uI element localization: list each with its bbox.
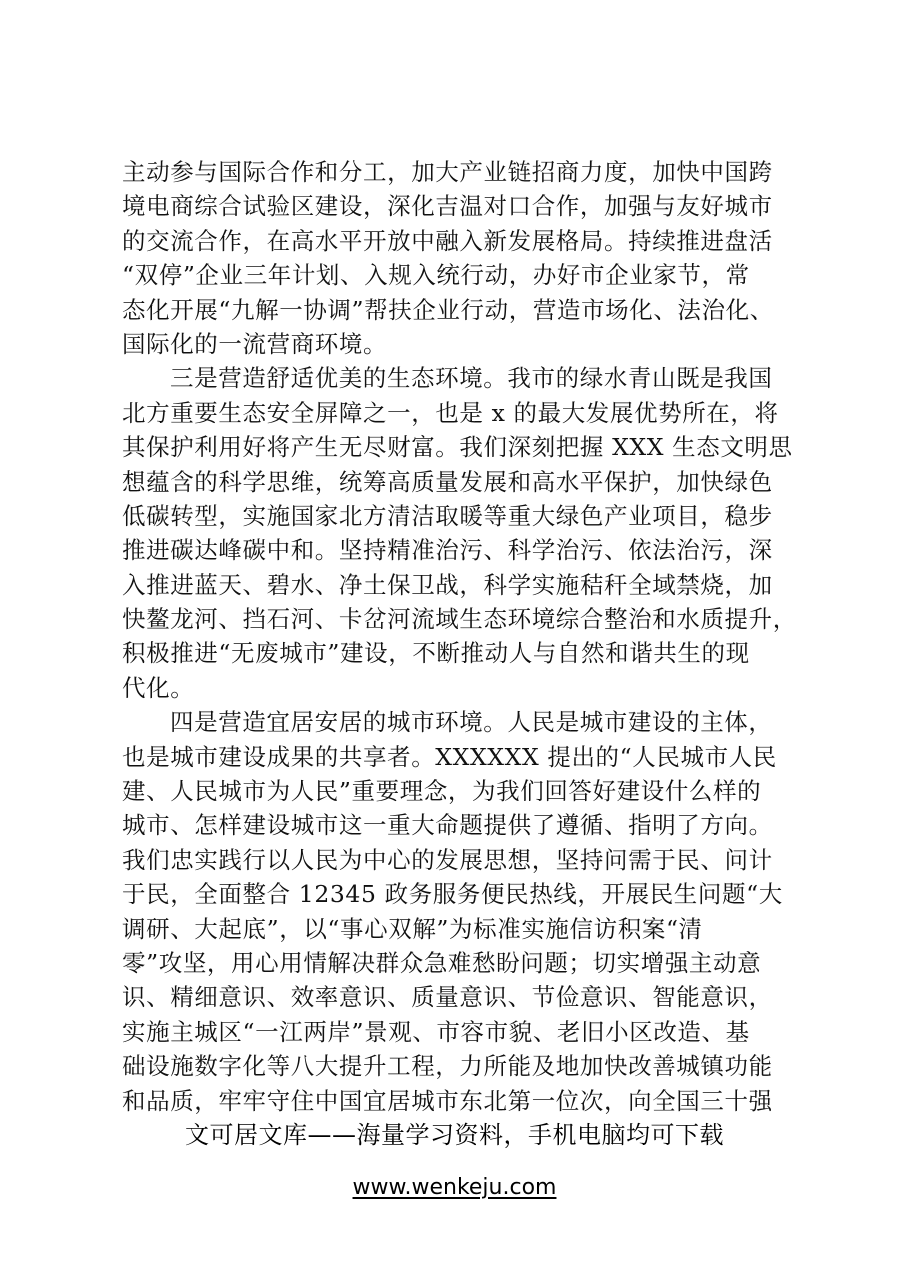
text-line: 和品质，牢牢守住中国宜居城市东北第一位次，向全国三十强 — [122, 1086, 773, 1115]
text-line: 础设施数字化等八大提升工程，力所能及地加快改善城镇功能 — [122, 1052, 773, 1081]
document-body — [122, 155, 802, 1118]
paragraph-start-line: 三是营造舒适优美的生态环境。我市的绿水青山既是我国 — [170, 364, 773, 393]
text-line: “双停”企业三年计划、入规入统行动，办好市企业家节，常 — [122, 261, 750, 290]
text-line: 北方重要生态安全屏障之一，也是 x 的最大发展优势所在，将 — [122, 398, 779, 427]
text-line: 调研、大起底”，以“事心双解”为标准实施信访积案“清 — [122, 914, 703, 943]
footer-website-link[interactable] — [0, 1175, 909, 1200]
text-line: 想蕴含的科学思维，统筹高质量发展和高水平保护，加快绿色 — [122, 467, 773, 496]
text-line: 于民，全面整合 12345 政务服务便民热线，开展民生问题“大 — [122, 880, 783, 909]
text-line: 也是城市建设成果的共享者。XXXXXX 提出的“人民城市人民 — [122, 742, 777, 771]
text-line: 建、人民城市为人民”重要理念，为我们回答好建设什么样的 — [122, 777, 762, 806]
text-line: 主动参与国际合作和分工，加大产业链招商力度，加快中国跨 — [122, 158, 773, 186]
footer-banner-title: 文可居文库——海量学习资料，手机电脑均可下载 — [185, 1121, 724, 1149]
text-line: 低碳转型，实施国家北方清洁取暖等重大绿色产业项目，稳步 — [122, 501, 773, 530]
text-line: 的交流合作，在高水平开放中融入新发展格局。持续推进盘活 — [122, 226, 773, 255]
paragraph-start-line: 四是营造宜居安居的城市环境。人民是城市建设的主体， — [170, 708, 773, 737]
text-line: 国际化的一流营商环境。 — [122, 329, 388, 358]
text-line: 我们忠实践行以人民为中心的发展思想，坚持问需于民、问计 — [122, 845, 773, 874]
text-line: 态化开展“九解一协调”帮扶企业行动，营造市场化、法治化、 — [122, 295, 774, 324]
text-line: 入推进蓝天、碧水、净土保卫战，科学实施秸秆全域禁烧，加 — [122, 570, 773, 599]
text-line: 城市、怎样建设城市这一重大命题提供了遵循、指明了方向。 — [122, 811, 773, 840]
text-line: 实施主城区“一江两岸”景观、市容市貌、老旧小区改造、基 — [122, 1017, 750, 1046]
text-line: 快鳌龙河、挡石河、卡岔河流域生态环境综合整治和水质提升， — [122, 605, 797, 634]
text-line: 零”攻坚，用心用情解决群众急难愁盼问题；切实增强主动意 — [122, 948, 762, 977]
text-line: 积极推进“无废城市”建设，不断推动人与自然和谐共生的现 — [122, 639, 750, 668]
text-line: 境电商综合试验区建设，深化吉温对口合作，加强与友好城市 — [122, 192, 773, 221]
text-line: 其保护利用好将产生无尽财富。我们深刻把握 XXX 生态文明思 — [122, 433, 793, 462]
text-line: 识、精细意识、效率意识、质量意识、节俭意识、智能意识， — [122, 983, 773, 1012]
footer-url-text[interactable]: www.wenkeju.com — [352, 1175, 557, 1200]
text-line: 代化。 — [122, 673, 195, 702]
text-line: 推进碳达峰碳中和。坚持精准治污、科学治污、依法治污，深 — [122, 536, 773, 565]
